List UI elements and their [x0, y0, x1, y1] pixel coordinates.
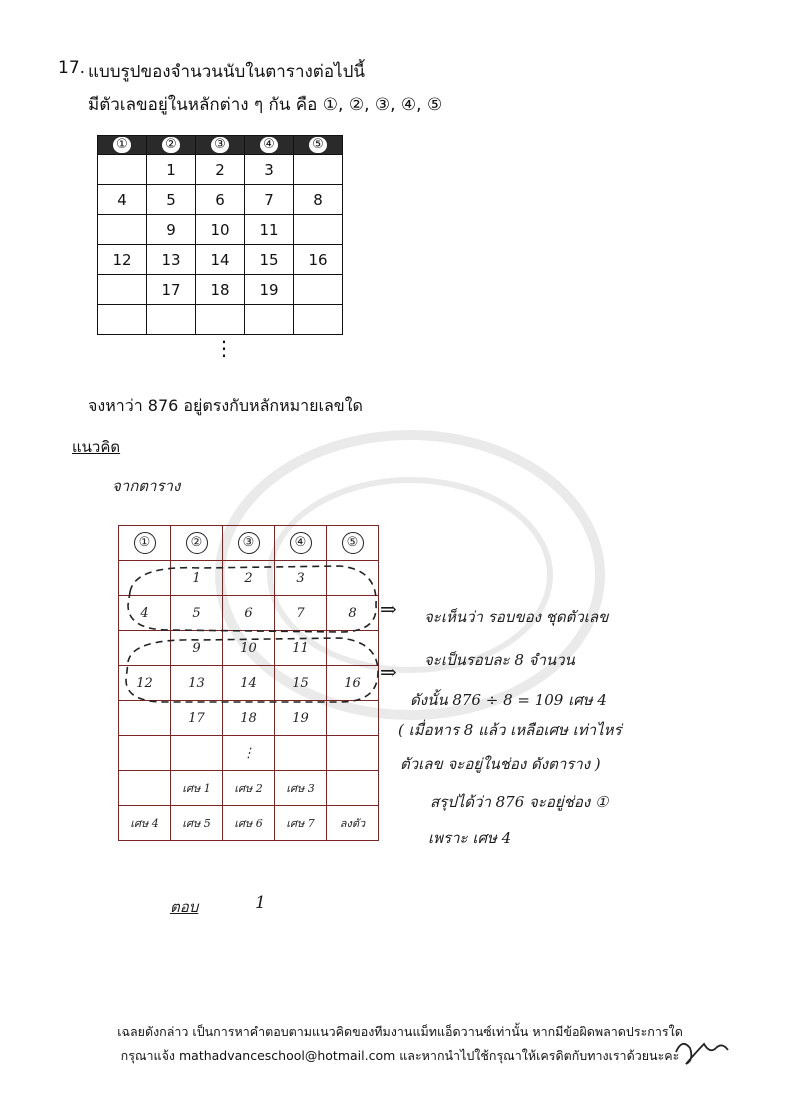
table-cell: 1 [147, 155, 196, 185]
table-cell: 2 [223, 561, 275, 596]
table-cell [119, 736, 171, 771]
column-label: ① [113, 137, 131, 153]
table-row [98, 275, 343, 305]
column-label: ③ [238, 532, 260, 554]
question-number: 17. [58, 58, 86, 78]
table-cell: เศษ 4 [119, 806, 171, 841]
solution-note: ดังนั้น 876 ÷ 8 = 109 เศษ 4 [410, 691, 607, 709]
solution-note: ตัวเลข จะอยู่ในช่อง ดังตาราง ) [400, 755, 601, 773]
table-cell [98, 155, 147, 185]
answer-label: ตอบ [170, 898, 199, 916]
table-cell [98, 275, 147, 305]
table-cell [119, 771, 171, 806]
table-cell: 18 [196, 275, 245, 305]
solution-note: สรุปได้ว่า 876 จะอยู่ช่อง ① [430, 793, 609, 811]
table-row [98, 305, 343, 335]
table-cell: 13 [147, 245, 196, 275]
table-cell: ⋮ [223, 736, 275, 771]
column-label: ① [134, 532, 156, 554]
footer-line2: กรุณาแจ้ง mathadvanceschool@hotmail.com และหากนำไปใช้กรุณาให้เครดิตกับทางเราด้วยนะคะ [120, 1048, 680, 1063]
solution-note: จะเห็นว่า รอบของ ชุดตัวเลข [424, 608, 609, 626]
table-cell: 15 [275, 666, 327, 701]
table-cell: 14 [223, 666, 275, 701]
table-cell [119, 701, 171, 736]
table-cell [98, 215, 147, 245]
solution-note: เพราะ เศษ 4 [428, 829, 512, 847]
table-cell: 8 [294, 185, 343, 215]
solution-note: จะเป็นรอบละ 8 จำนวน [424, 651, 575, 669]
table-cell: 7 [275, 596, 327, 631]
table-cell: 10 [196, 215, 245, 245]
table-cell [245, 305, 294, 335]
arrow-icon: ⇒ [380, 597, 397, 621]
column-label: ⑤ [309, 137, 327, 153]
table-cell [171, 736, 223, 771]
table-cell: 8 [327, 596, 379, 631]
continuation-dots: ⋮ [214, 336, 234, 360]
question-text-line1: แบบรูปของจำนวนนับในตารางต่อไปนี้ [88, 62, 365, 82]
table-row [119, 666, 379, 701]
column-label: ③ [211, 137, 229, 153]
table-cell: 3 [275, 561, 327, 596]
table-cell: 19 [275, 701, 327, 736]
table-cell: 5 [147, 185, 196, 215]
table-row [98, 215, 343, 245]
table-row [119, 596, 379, 631]
table-cell [119, 561, 171, 596]
table-cell: 16 [327, 666, 379, 701]
table-cell: ลงตัว [327, 806, 379, 841]
table-cell: 3 [245, 155, 294, 185]
pattern-table-header [98, 136, 343, 155]
table-cell: 14 [196, 245, 245, 275]
solution-note: ( เมื่อหาร 8 แล้ว เหลือเศษ เท่าไหร่ [398, 721, 622, 739]
table-cell: 17 [171, 701, 223, 736]
table-cell: 7 [245, 185, 294, 215]
table-cell: เศษ 7 [275, 806, 327, 841]
table-cell: 16 [294, 245, 343, 275]
table-cell: 11 [275, 631, 327, 666]
question-text-line2: มีตัวเลขอยู่ในหลักต่าง ๆ กัน คือ ①, ②, ③, ④, ⑤ [88, 95, 443, 115]
table-row [119, 631, 379, 666]
table-row [98, 185, 343, 215]
table-cell [147, 305, 196, 335]
table-cell: 9 [171, 631, 223, 666]
table-cell [327, 701, 379, 736]
table-cell [327, 561, 379, 596]
table-cell: เศษ 5 [171, 806, 223, 841]
answer-value: 1 [255, 893, 266, 913]
table-cell: 12 [98, 245, 147, 275]
table-row [98, 245, 343, 275]
column-label: ④ [260, 137, 278, 153]
table-cell [327, 771, 379, 806]
table-cell: เศษ 1 [171, 771, 223, 806]
table-cell: 17 [147, 275, 196, 305]
table-cell [294, 215, 343, 245]
table-row [119, 806, 379, 841]
table-cell: 4 [119, 596, 171, 631]
table-cell: 13 [171, 666, 223, 701]
table-row [98, 155, 343, 185]
table-cell: 19 [245, 275, 294, 305]
table-cell [98, 305, 147, 335]
table-cell: เศษ 6 [223, 806, 275, 841]
table-cell [196, 305, 245, 335]
table-cell: 4 [98, 185, 147, 215]
signature-mark [672, 1030, 732, 1070]
solution-heading: แนวคิด [72, 438, 121, 456]
table-row [119, 771, 379, 806]
table-cell [327, 631, 379, 666]
table-cell: 11 [245, 215, 294, 245]
table-cell: 6 [196, 185, 245, 215]
column-label: ④ [290, 532, 312, 554]
table-cell: 5 [171, 596, 223, 631]
arrow-icon: ⇒ [380, 660, 397, 684]
table-cell [294, 155, 343, 185]
from-table-label: จากตาราง [112, 477, 181, 495]
table-cell: 12 [119, 666, 171, 701]
table-cell: 10 [223, 631, 275, 666]
column-label: ② [186, 532, 208, 554]
table-cell [327, 736, 379, 771]
pattern-table [97, 135, 343, 335]
table-cell: 18 [223, 701, 275, 736]
table-row [119, 736, 379, 771]
table-row [119, 561, 379, 596]
table-cell: 2 [196, 155, 245, 185]
table-cell [294, 275, 343, 305]
table-row [119, 701, 379, 736]
table-cell: เศษ 2 [223, 771, 275, 806]
column-label: ⑤ [342, 532, 364, 554]
table-cell [294, 305, 343, 335]
footer-line1: เฉลยดังกล่าว เป็นการหาคำตอบตามแนวคิดของทีมงานแม็ทแอ็ดวานซ์เท่านั้น หากมีข้อผิดพลาดประการใด [117, 1024, 683, 1039]
table-cell: 15 [245, 245, 294, 275]
solution-table-header [119, 526, 379, 561]
table-cell: 6 [223, 596, 275, 631]
table-cell [119, 631, 171, 666]
table-cell: เศษ 3 [275, 771, 327, 806]
question-prompt: จงหาว่า 876 อยู่ตรงกับหลักหมายเลขใด [88, 396, 363, 415]
table-cell: 9 [147, 215, 196, 245]
solution-table [118, 525, 379, 841]
column-label: ② [162, 137, 180, 153]
table-cell [275, 736, 327, 771]
table-cell: 1 [171, 561, 223, 596]
